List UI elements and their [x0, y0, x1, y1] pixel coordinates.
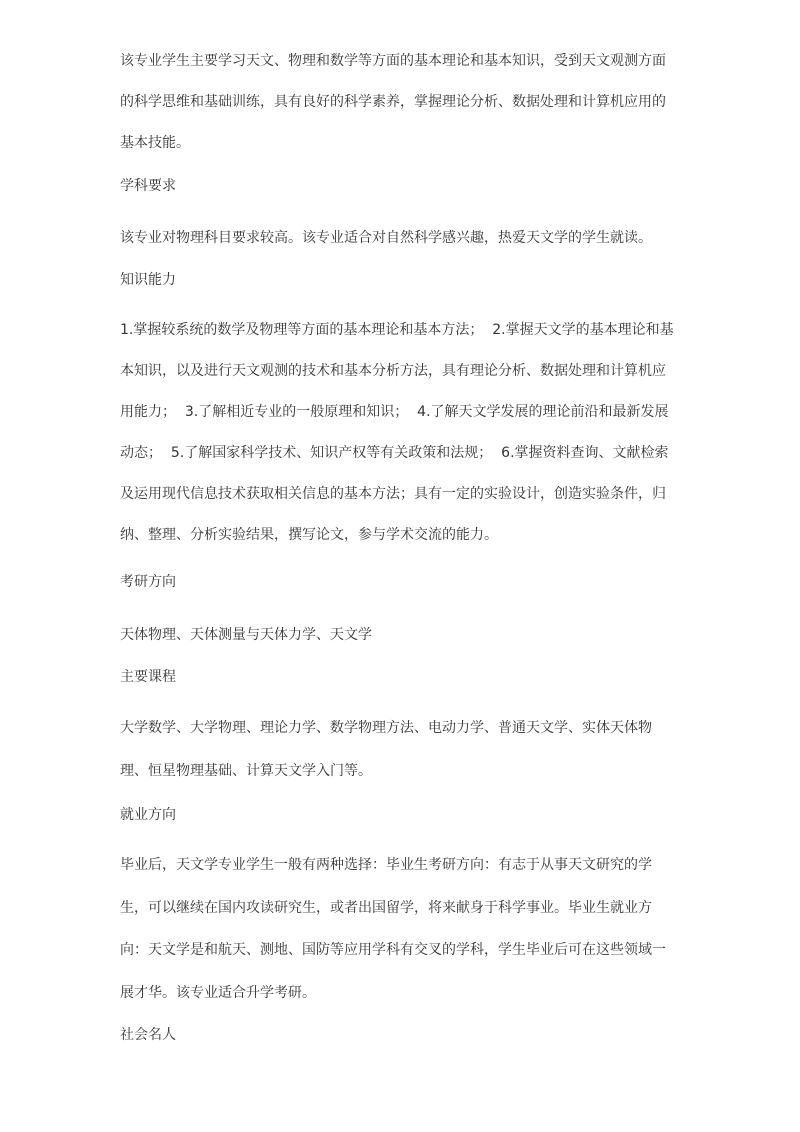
knowledge-ability-line-6: 纳、整理、分析实验结果，撰写论文，参与学术交流的能力。 — [120, 527, 498, 543]
employment-line-3: 向：天文学是和航天、测地、国防等应用学科有交叉的学科，学生毕业后可在这些领域一 — [120, 942, 666, 958]
knowledge-ability-heading: 知识能力 — [120, 272, 176, 288]
employment-line-2: 生，可以继续在国内攻读研究生，或者出国留学，将来献身于科学事业。毕业生就业方 — [120, 900, 652, 916]
knowledge-ability-line-4: 动态； 5.了解国家科学技术、知识产权等有关政策和法规； 6.掌握资料查询、文献检索 — [120, 445, 669, 461]
knowledge-ability-line-2: 本知识，以及进行天文观测的技术和基本分析方法，具有理论分析、数据处理和计算机应 — [120, 363, 666, 379]
knowledge-ability-line-3: 用能力； 3.了解相近专业的一般原理和知识； 4.了解天文学发展的理论前沿和最新发展 — [120, 404, 669, 420]
intro-line-3: 基本技能。 — [120, 135, 190, 151]
knowledge-ability-line-5: 及运用现代信息技术获取相关信息的基本方法；具有一定的实验设计，创造实验条件，归 — [120, 486, 666, 502]
employment-line-4: 展才华。该专业适合升学考研。 — [120, 985, 316, 1001]
graduate-direction-text: 天体物理、天体测量与天体力学、天文学 — [120, 627, 372, 643]
main-courses-heading: 主要课程 — [120, 669, 176, 685]
notable-people-heading: 社会名人 — [120, 1027, 176, 1043]
graduate-direction-heading: 考研方向 — [120, 574, 176, 590]
main-courses-line-1: 大学数学、大学物理、理论力学、数学物理方法、电动力学、普通天文学、实体天体物 — [120, 720, 652, 736]
employment-heading: 就业方向 — [120, 807, 176, 823]
subject-requirement-text: 该专业对物理科目要求较高。该专业适合对自然科学感兴趣，热爱天文学的学生就读。 — [120, 230, 652, 246]
intro-line-1: 该专业学生主要学习天文、物理和数学等方面的基本理论和基本知识，受到天文观测方面 — [120, 53, 666, 69]
knowledge-ability-line-1: 1.掌握较系统的数学及物理等方面的基本理论和基本方法； 2.掌握天文学的基本理论和基 — [120, 322, 674, 338]
intro-line-2: 的科学思维和基础训练，具有良好的科学素养，掌握理论分析、数据处理和计算机应用的 — [120, 94, 666, 110]
subject-requirement-heading: 学科要求 — [120, 178, 176, 194]
employment-line-1: 毕业后，天文学专业学生一般有两种选择：毕业生考研方向：有志于从事天文研究的学 — [120, 857, 652, 873]
main-courses-line-2: 理、恒星物理基础、计算天文学入门等。 — [120, 763, 372, 779]
